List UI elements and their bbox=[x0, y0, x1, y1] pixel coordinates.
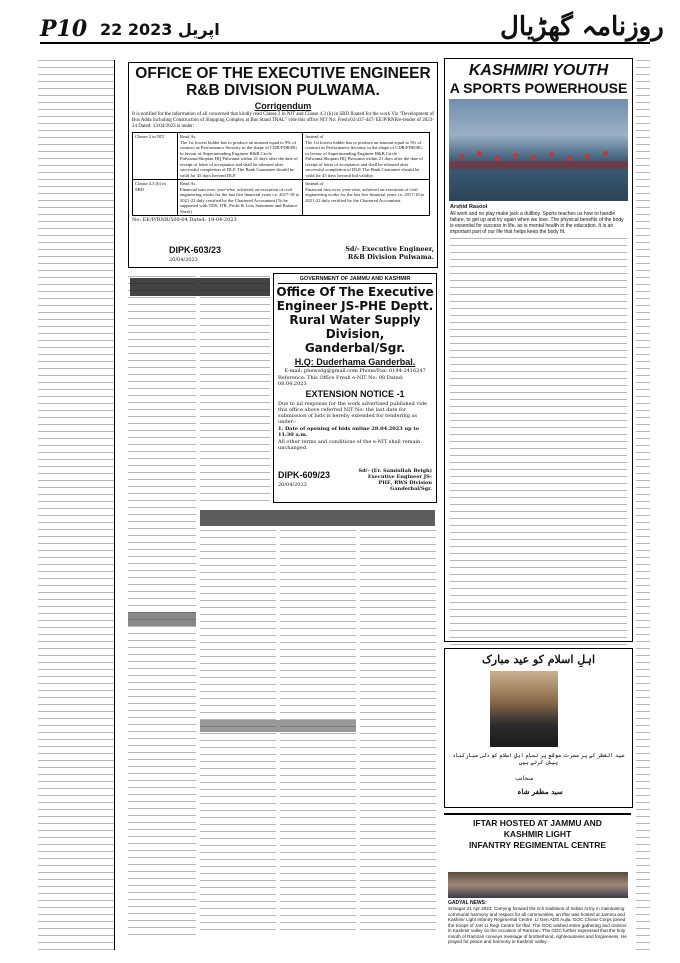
kashmir-youth-feature bbox=[444, 58, 633, 642]
phe-govt: GOVERNMENT OF JAMMU AND KASHMIR bbox=[299, 276, 411, 282]
phe-email: E-mail: phewsdg@gmail.com Phone/Fax: 0194-2416247 bbox=[284, 368, 426, 374]
tender-signature: Sd/- Executive Engineer, R&B Division Pulwama. bbox=[345, 245, 434, 261]
urdu-article-col1 bbox=[128, 276, 196, 606]
urdu-subhead-2 bbox=[200, 720, 356, 732]
issue-date: 22 اپریل 2023 bbox=[100, 20, 220, 39]
phe-dipk: DIPK-609/23 bbox=[278, 470, 331, 480]
row1-read: The 1st lowest bidder has to produce an amount equal to 9% of contract as Performance Security in the shape of CDR/FDR/BG in favour of Superintending Engineer R&B Circle Pulwama/Shopian HQ Pulwama within 21 days after the date of receipt of letter of acceptance and shall be released after successful completion of DLP. The Bank Guarantee should be valid for 45 days beyond DLP. bbox=[180, 139, 298, 178]
tender-subtitle: Corrigendum bbox=[254, 101, 312, 111]
youth-author: Arshid Rasool bbox=[450, 204, 488, 210]
instead-of-1: Instead of bbox=[305, 134, 324, 139]
urdu-article-col3 bbox=[200, 530, 276, 935]
tender-ref: No: EE/P/RNB/500-04 Dated: 19-04-2023 bbox=[132, 217, 237, 223]
youth-title-1: KASHMIRI YOUTH bbox=[468, 62, 609, 79]
tender-dipk: DIPK-603/23 bbox=[169, 245, 222, 255]
instead-of-2: Instead of bbox=[305, 181, 324, 186]
greeting-title: اہلِ اسلام کو عید مبارک bbox=[481, 653, 596, 666]
iftar-title-2: KASHMIR LIGHT bbox=[503, 829, 572, 839]
iftar-title-1: IFTAR HOSTED AT JAMMU AND bbox=[473, 818, 602, 828]
tender-ad-phe bbox=[273, 273, 437, 503]
phe-notice-title: EXTENSION NOTICE -1 bbox=[305, 389, 405, 399]
phe-date-closing: 1. Date of opening of bids online 28.04.2023 up to 11:30 a.m. bbox=[278, 426, 419, 438]
header-rule bbox=[40, 42, 650, 44]
youth-intro: All work and no play make jack a dullboy. Sports teaches us how to handle failure, to get up and try again when we lose. The physical benefits of the body is essential for success in life, as is mental health in the education. It is an important part of our life that helps keep the body fit. bbox=[450, 211, 624, 235]
urdu-headline-1 bbox=[130, 278, 270, 296]
row1-label: Clause 2 in NIT bbox=[133, 133, 178, 180]
page-number: P10 bbox=[40, 16, 88, 42]
greeting-body: عید الفطر کے پر مسرت موقع پر تمام اہلِ اسلام کو دلی مبارکباد پیش کرتے ہیں bbox=[452, 753, 625, 766]
greeting-from: منجانب bbox=[515, 775, 534, 782]
phe-title-3: Rural Water Supply bbox=[289, 313, 421, 327]
phe-hq: H.Q: Duderhama Ganderbal. bbox=[294, 357, 416, 367]
phe-signature: Sd/- (Er. Samiullah Beigh) Executive Engineer JS-PHE, RWS Division Ganderbal/Sgr. bbox=[358, 468, 432, 492]
phe-rest: All other terms and conditions of the e-NIT shall remain unchanged. bbox=[278, 439, 421, 451]
urdu-column-right bbox=[636, 60, 650, 950]
urdu-subhead-1 bbox=[128, 612, 196, 626]
row2-label: Clause 4.3 (b) in SBD bbox=[133, 180, 178, 216]
phe-title-1: Office Of The Executive bbox=[276, 285, 434, 299]
row2-read: Financial turn over, year-wise, achieved on execution of civil engineering works for the last five financial years i.e. 2017-18 to 2021-22 duly certified by the Chartered Accountant (To be supported with TDS, ITR, Profit & Loss Statement and Balance Sheet) bbox=[180, 186, 300, 214]
row2-instead: Financial turn over, year-wise, achieved on execution of civil engineering works for the last five financial years i.e. 2017-18 to 2021-22 duly certified by the Chartered Accountant. bbox=[305, 186, 425, 203]
tender-ad-rnb bbox=[128, 62, 438, 268]
row1-instead: The 1st lowest bidder has to produce an amount equal to 5% of contract as Performance Security in the shape of CDR/FDR/BG in favour of Superintending Engineer R&B Circle Pulwama/Shopian HQ Pulwama within 21 days after the date of receipt of letter of acceptance and shall be released after successful completion of DLP. The Bank Guarantee should be valid for 45 days beyond bid validity. bbox=[305, 139, 423, 178]
youth-body-text bbox=[450, 238, 627, 648]
phe-notice-body: Due to nil response for the work advertised published vide this office above referred NIT No: the last date for submission of bids is hereby extended for tendering as under:- bbox=[278, 401, 427, 425]
urdu-article-col2 bbox=[200, 276, 270, 506]
eid-greeting bbox=[444, 648, 633, 808]
phe-title-2: Engineer JS-PHE Deptt. bbox=[276, 299, 434, 313]
greeting-photo bbox=[490, 671, 558, 747]
greeting-name: سید مظفر شاہ bbox=[517, 787, 563, 796]
phe-title-4: Division, Ganderbal/Sgr. bbox=[304, 327, 406, 355]
youth-title-2: A SPORTS POWERHOUSE bbox=[449, 80, 628, 96]
tender-title-2: R&B DIVISION PULWAMA. bbox=[186, 82, 380, 99]
read-as-2: Read As bbox=[180, 181, 196, 186]
urdu-headline-2 bbox=[200, 510, 435, 526]
iftar-title-3: INFANTRY REGIMENTAL CENTRE bbox=[468, 840, 607, 850]
urdu-article-col4 bbox=[280, 530, 356, 935]
urdu-article-col6 bbox=[128, 612, 196, 937]
iftar-source: GADYAL NEWS: bbox=[448, 900, 487, 906]
tender-dipk-date: 20/04/2023 bbox=[169, 257, 198, 263]
phe-ref: Reference: This Office Fresh e-NIT No: 08 Dated: 08.04.2023 bbox=[278, 375, 404, 387]
read-as-1: Read As bbox=[180, 134, 196, 139]
tender-intro: It is notified for the information of all concerned that kindly read Clause 2 in NIT and Clause 4.3 (b) in SBD floated for the work Viz "Development of Bus Adda including Construction of Shopping Complex at Bus Stand TRAL" vide this office NIT No: Fresh/02/437-447/ EE/P/RNB/e-tender of 2023-24 Dated: 13/04/2023 is under: bbox=[132, 112, 434, 129]
newspaper-name: روزنامہ گھڑیال bbox=[500, 12, 664, 42]
phe-dipk-date: 20/04/2023 bbox=[278, 482, 307, 488]
tender-title-1: OFFICE OF THE EXECUTIVE ENGINEER bbox=[135, 65, 431, 82]
urdu-article-col5 bbox=[360, 530, 436, 935]
iftar-body: Srinagar 21 Apr 2023: Carrying forward the rich traditions of Indian Army in maintaining communal harmony and respect for all communities, an Iftar was hosted at Jammu and Kashmir Light Infantry Regimental Centre. Lt Gen ADS Aujla, GOC Chinar Corps joined the troops of JAK LI Regt Centre for Iftar. The GOC wished entire gathering and citizens in Kashmir valley on the occasion of Ramzan. The GOC further expressed that the holy month of Ramzan conveys message of brotherhood, righteousness and forgiveness. He prayed for peace and harmony in Kashmir valley. bbox=[448, 906, 627, 944]
youth-photo bbox=[449, 99, 628, 201]
iftar-photo bbox=[448, 872, 628, 898]
